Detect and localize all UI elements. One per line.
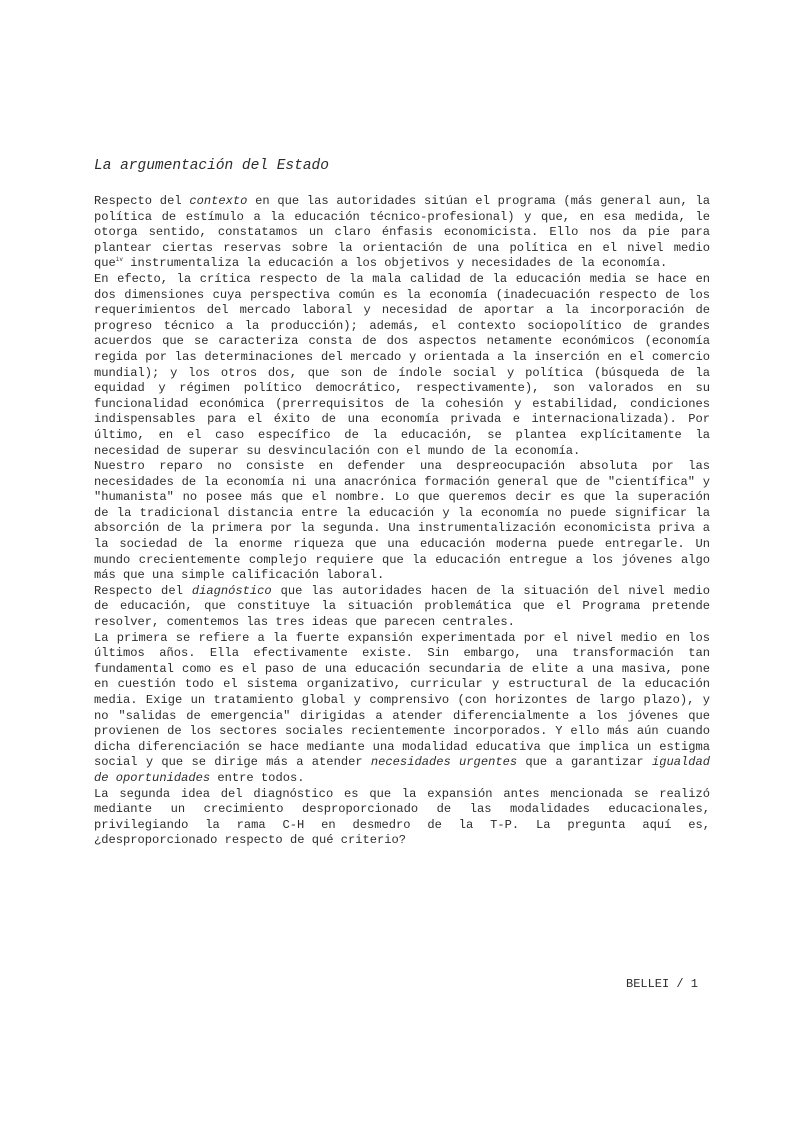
emphasis-necesidades: necesidades urgentes — [370, 755, 518, 770]
page-footer: BELLEI / 1 — [626, 977, 699, 991]
paragraph-context — [94, 194, 710, 272]
paragraph-reparo: Nuestro reparo no consiste en defender una despreocupación absoluta por las necesidades de la economía ni una anacrónica formación general que de "científica" y "humanista" no posee más que el nombre. Lo que queremos decir es que la superación de la tradicional distancia entre la educación y la economía no puede significar la absorción de la primera por la segunda. Una instrumentalización economicista priva a la sociedad de la enorme riqueza que una educación moderna puede entregarle. Un mundo crecientemente complejo requiere que la educación entregue a los jóvenes algo más que una simple calificación laboral. — [94, 459, 710, 583]
text: Respecto del — [94, 583, 192, 598]
paragraph-primera-idea — [94, 631, 710, 787]
emphasis-diagnostico: diagnóstico — [191, 583, 272, 598]
paragraph-diagnostico — [94, 584, 710, 631]
paragraph-segunda-idea: La segunda idea del diagnóstico es que la expansión antes mencionada se realizó mediante un crecimiento desproporcionado de las modalidades educacionales, privilegiando la rama C-H en desmedro de la T-P. La pregunta aquí es, ¿desproporcionado respecto de qué criterio? — [94, 786, 710, 848]
emphasis-contexto: contexto — [189, 194, 248, 208]
emphasis-igualdad: igualdad de oportunidades — [94, 755, 710, 785]
text: La primera se refiere a la fuerte expansión experimentada por el nivel medio en los últimos años. Ella efectivamente existe. Sin embargo, una transformación tan fundamental como es el paso de una educación secundaria de elite a una masiva, pone en cuestión todo el sistema organizativo, curricular y estructural de la educación media. Exige un tratamiento global y comprensivo (con horizontes de largo plazo), y no "salidas de emergencia" dirigidas a atender diferencialmente a los jóvenes que provienen de los sectores sociales recientemente incorporados. Y ello más aún cuando dicha diferenciación se hace mediante una modalidad educativa que implica un estigma social y que se dirige más a atender — [94, 630, 710, 770]
text: que las autoridades hacen de la situación del nivel medio de educación, que constituye la situación problemática que el Programa pretende resolver, comentemos las tres ideas que parecen centrales. — [94, 583, 710, 630]
paragraph-critica: En efecto, la crítica respecto de la mala calidad de la educación media se hace en dos dimensiones cuya perspectiva común es la economía (inadecuación respecto de los requerimientos del mercado laboral y necesidad de aportar a la incorporación de progreso técnico a la producción); además, el contexto sociopolítico de grandes acuerdos que se caracteriza consta de dos aspectos netamente económicos (economía regida por las determinaciones del mercado y orientada a la inserción en el comercio mundial); y los otros dos, que son de índole social y política (búsqueda de la equidad y régimen político democrático, respectivamente), son valorados en su funcionalidad económica (prerrequisitos de la cohesión y estabilidad, condiciones indispensables para el éxito de una economía privada e internacionalizada). Por último, en el caso específico de la educación, se plantea explícitamente la necesidad de superar su desvinculación con el mundo de la economía. — [94, 271, 710, 458]
section-title: La argumentación del Estado — [94, 158, 329, 174]
footnote-marker: iv — [115, 256, 123, 264]
body-text — [94, 194, 710, 849]
text: Respecto del — [94, 194, 190, 208]
text: en que las autoridades sitúan el programa (más general aun, la política de estímulo a la educación técnico-profesional) y que, en esa medida, le otorga sentido, constatamos un claro énfasis economicista. Ello nos da pie para plantear ciertas reservas sobre la orientación de una política en el nivel medio que — [94, 194, 710, 271]
text: instrumentaliza la educación a los objetivos y necesidades de la economía. — [122, 256, 668, 271]
text: que a garantizar — [517, 755, 652, 770]
text: entre todos. — [210, 770, 305, 785]
